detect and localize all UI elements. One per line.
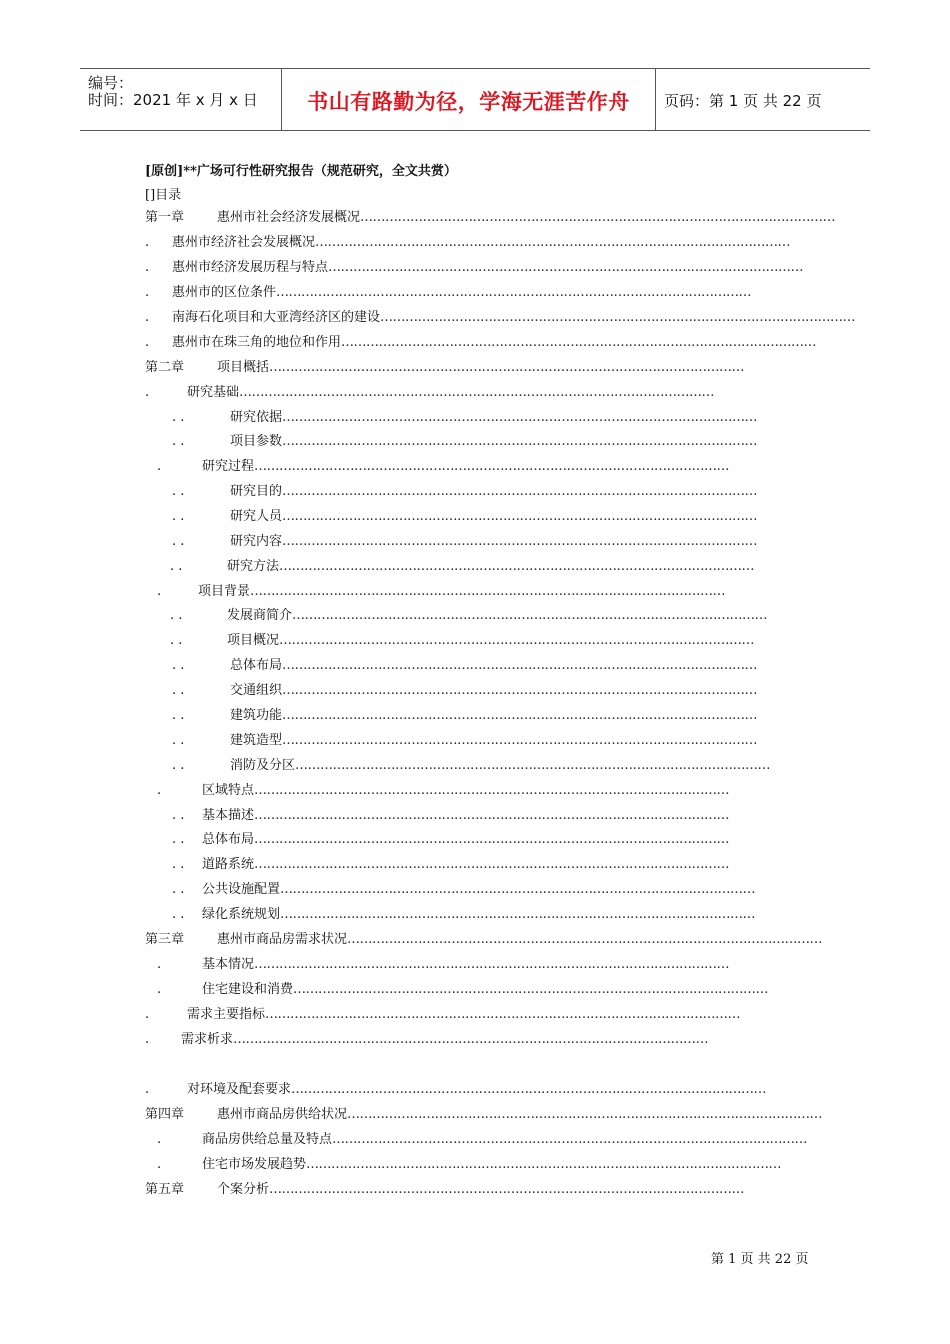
toc-entry[interactable] [170,606,768,626]
toc-leader-dots: …………………………………………………………………………………………………… [292,608,768,623]
toc-leader-dots: …………………………………………………………………………………………………… [282,733,758,748]
toc-entry-number: . . [172,434,185,449]
toc-entry-number: . [145,260,150,275]
toc-entry-number: . [145,1032,150,1047]
toc-entry[interactable] [172,482,758,502]
toc-leader-dots: …………………………………………………………………………………………………… [291,1082,767,1097]
toc-entry-title: 道路系统 [202,857,255,872]
toc-leader-dots: …………………………………………………………………………………………………… [254,832,730,847]
toc-entry[interactable] [145,308,856,328]
toc-entry[interactable] [170,557,755,577]
time-label: 时间：2021 年 x 月 x 日 [88,91,258,109]
toc-entry-title: 建筑造型 [230,733,283,748]
toc-entry-title: 总体布局 [202,832,255,847]
toc-entry-title: 研究人员 [230,509,283,524]
toc-leader-dots: …………………………………………………………………………………………………… [282,534,758,549]
toc-entry[interactable] [145,383,760,403]
toc-entry[interactable] [157,1130,808,1150]
toc-entry[interactable] [172,507,758,527]
toc-leader-dots: …………………………………………………………………………………………………… [282,683,758,698]
toc-entry-title: 惠州市商品房供给状况 [217,1107,348,1122]
toc-entry-title: 对环境及配套要求 [187,1082,292,1097]
toc-entry[interactable] [145,930,823,950]
toc-entry-number: 第一章 [145,210,185,225]
toc-entry[interactable] [170,631,755,651]
toc-entry-title: 项目参数 [230,434,283,449]
toc-entry-number: . . [170,608,183,623]
toc-entry[interactable] [172,880,756,900]
toc-leader-dots: …………………………………………………………………………………………………… [279,559,755,574]
toc-entry-number: . . [172,808,185,823]
toc-leader-dots: …………………………………………………………………………………………………… [254,957,730,972]
toc-leader-dots: …………………………………………………………………………………………………… [254,783,730,798]
toc-entry-number: . . [172,683,185,698]
toc-entry-title: 基本描述 [202,808,255,823]
toc-leader-dots: …………………………………………………………………………………………………… [282,484,758,499]
toc-entry[interactable] [157,582,757,602]
page-info: 页码：第 1 页 共 22 页 [664,92,822,110]
toc-leader-dots: …………………………………………………………………………………………………… [295,758,771,773]
toc-entry[interactable] [172,408,758,428]
toc-leader-dots: …………………………………………………………………………………………………… [282,509,758,524]
toc-entry-number: 第二章 [145,360,185,375]
toc-entry[interactable] [172,905,756,925]
toc-leader-dots: …………………………………………………………………………………………………… [306,1157,782,1172]
toc-label: []目录 [145,188,182,203]
toc-entry[interactable] [157,781,760,801]
toc-entry-title: 建筑功能 [230,708,283,723]
toc-entry-title: 惠州市社会经济发展概况 [217,210,361,225]
toc-leader-dots: …………………………………………………………………………………………………… [254,857,730,872]
toc-entry-number: . [157,459,162,474]
toc-entry[interactable] [172,855,732,875]
toc-leader-dots: …………………………………………………………………………………………………… [380,310,856,325]
toc-leader-dots: …………………………………………………………………………………………………… [282,410,758,425]
toc-leader-dots: …………………………………………………………………………………………………… [282,708,758,723]
toc-entry-number: . . [172,658,185,673]
toc-leader-dots: …………………………………………………………………………………………………… [347,932,823,947]
toc-entry-number: . . [172,832,185,847]
toc-entry-title: 总体布局 [230,658,283,673]
toc-entry-title: 项目背景 [198,584,251,599]
toc-entry[interactable] [157,457,760,477]
toc-entry[interactable] [145,333,817,353]
toc-entry[interactable] [172,656,758,676]
toc-entry-number: . . [170,559,183,574]
number-label: 编号： [88,74,134,92]
toc-entry-title: 发展商简介 [227,608,293,623]
toc-entry-title: 研究目的 [230,484,283,499]
toc-entry[interactable] [145,208,836,228]
toc-leader-dots: …………………………………………………………………………………………………… [315,235,791,250]
toc-entry-title: 基本情况 [202,957,255,972]
toc-entry[interactable] [172,830,732,850]
toc-entry-number: . [157,783,162,798]
toc-leader-dots: …………………………………………………………………………………………………… [250,584,726,599]
toc-entry-number: 第三章 [145,932,185,947]
toc-entry-title: 需求主要指标 [187,1007,266,1022]
toc-leader-dots: …………………………………………………………………………………………………… [280,882,756,897]
toc-entry[interactable] [145,358,789,378]
toc-entry[interactable] [145,233,791,253]
toc-entry-title: 研究方法 [227,559,280,574]
document-title: [原创]**广场可行性研究报告（规范研究，全文共赏） [145,164,457,179]
toc-entry-number: . . [172,509,185,524]
page-header [80,68,870,131]
toc-leader-dots: …………………………………………………………………………………………………… [282,434,758,449]
toc-entry[interactable] [172,432,758,452]
toc-entry[interactable] [172,806,732,826]
toc-entry[interactable] [157,1155,782,1175]
toc-entry-number: . [157,1157,162,1172]
toc-leader-dots: …………………………………………………………………………………………………… [233,1032,709,1047]
header-page-cell [656,69,870,130]
toc-leader-dots: …………………………………………………………………………………………………… [328,260,804,275]
toc-leader-dots: …………………………………………………………………………………………………… [265,1007,741,1022]
toc-entry-title: 惠州市的区位条件 [172,285,277,300]
toc-entry-title: 住宅市场发展趋势 [202,1157,307,1172]
toc-entry-number: . [157,584,162,599]
toc-entry-number: . . [172,857,185,872]
toc-entry[interactable] [145,1005,760,1025]
toc-entry-number: . . [170,633,183,648]
toc-entry[interactable] [172,532,758,552]
toc-entry-number: . . [172,708,185,723]
toc-entry-number: . [145,1082,150,1097]
toc-leader-dots: …………………………………………………………………………………………………… [254,459,730,474]
toc-entry-title: 住宅建设和消费 [202,982,294,997]
toc-entry[interactable] [172,681,758,701]
toc-entry-title: 消防及分区 [230,758,296,773]
toc-entry-title: 惠州市经济社会发展概况 [172,235,316,250]
toc-leader-dots: …………………………………………………………………………………………………… [341,335,817,350]
toc-entry[interactable] [157,955,760,975]
toc-entry-number: . . [172,410,185,425]
toc-entry-number: . [145,1007,150,1022]
toc-entry-number: . . [172,907,185,922]
toc-entry-title: 需求析求 [181,1032,234,1047]
toc-entry-number: . [157,1132,162,1147]
toc-entry-title: 个案分析 [217,1182,270,1197]
toc-leader-dots: …………………………………………………………………………………………………… [293,982,769,997]
toc-entry-number: . [145,285,150,300]
toc-entry-number: . . [172,882,185,897]
toc-entry-number: . [145,385,150,400]
toc-entry-title: 交通组织 [230,683,283,698]
toc-entry-number: . [157,957,162,972]
toc-entry-title: 研究内容 [230,534,283,549]
header-meta-cell [80,69,282,130]
toc-leader-dots: …………………………………………………………………………………………………… [360,210,836,225]
toc-leader-dots: …………………………………………………………………………………………………… [276,285,752,300]
toc-leader-dots: …………………………………………………………………………………………………… [332,1132,808,1147]
toc-entry-title: 南海石化项目和大亚湾经济区的建设 [172,310,381,325]
toc-entry-title: 研究依据 [230,410,283,425]
toc-entry-title: 项目概况 [227,633,280,648]
toc-entry-number: 第四章 [145,1107,185,1122]
toc-entry-title: 区域特点 [202,783,255,798]
toc-entry-title: 绿化系统规划 [202,907,281,922]
toc-leader-dots: …………………………………………………………………………………………………… [254,808,730,823]
toc-entry[interactable] [145,1030,755,1050]
toc-entry[interactable] [145,1080,767,1100]
toc-entry-number: . . [172,758,185,773]
toc-entry[interactable] [157,980,769,1000]
toc-entry-number: . [145,335,150,350]
toc-leader-dots: …………………………………………………………………………………………………… [282,658,758,673]
toc-entry[interactable] [145,283,752,303]
toc-entry[interactable] [145,258,804,278]
toc-entry-title: 项目概括 [217,360,270,375]
toc-entry[interactable] [172,756,771,776]
toc-leader-dots: …………………………………………………………………………………………………… [269,360,745,375]
page-footer: 第 1 页 共 22 页 [711,1252,809,1267]
toc-entry-title: 研究过程 [202,459,255,474]
toc-entry-number: . [145,235,150,250]
motto-text: 书山有路勤为径，学海无涯苦作舟 [307,90,630,114]
toc-entry-number: 第五章 [145,1182,185,1197]
toc-entry-number: . . [172,484,185,499]
toc-entry-number: . [157,982,162,997]
toc-entry-title: 惠州市经济发展历程与特点 [172,260,329,275]
toc-leader-dots: …………………………………………………………………………………………………… [239,385,715,400]
toc-entry-title: 公共设施配置 [202,882,281,897]
toc-leader-dots: …………………………………………………………………………………………………… [279,633,755,648]
toc-leader-dots: …………………………………………………………………………………………………… [347,1107,823,1122]
toc-entry[interactable] [172,706,758,726]
toc-entry[interactable] [172,731,758,751]
toc-entry-title: 商品房供给总量及特点 [202,1132,333,1147]
toc-entry-number: . [145,310,150,325]
header-motto-cell [282,69,656,130]
toc-entry-number: . . [172,733,185,748]
toc-entry-title: 惠州市商品房需求状况 [217,932,348,947]
toc-leader-dots: …………………………………………………………………………………………………… [280,907,756,922]
toc-leader-dots: …………………………………………………………………………………………………… [269,1182,745,1197]
toc-entry[interactable] [145,1105,823,1125]
toc-entry-title: 惠州市在珠三角的地位和作用 [172,335,342,350]
toc-entry[interactable] [145,1180,774,1200]
toc-entry-title: 研究基础 [187,385,240,400]
toc-entry-number: . . [172,534,185,549]
